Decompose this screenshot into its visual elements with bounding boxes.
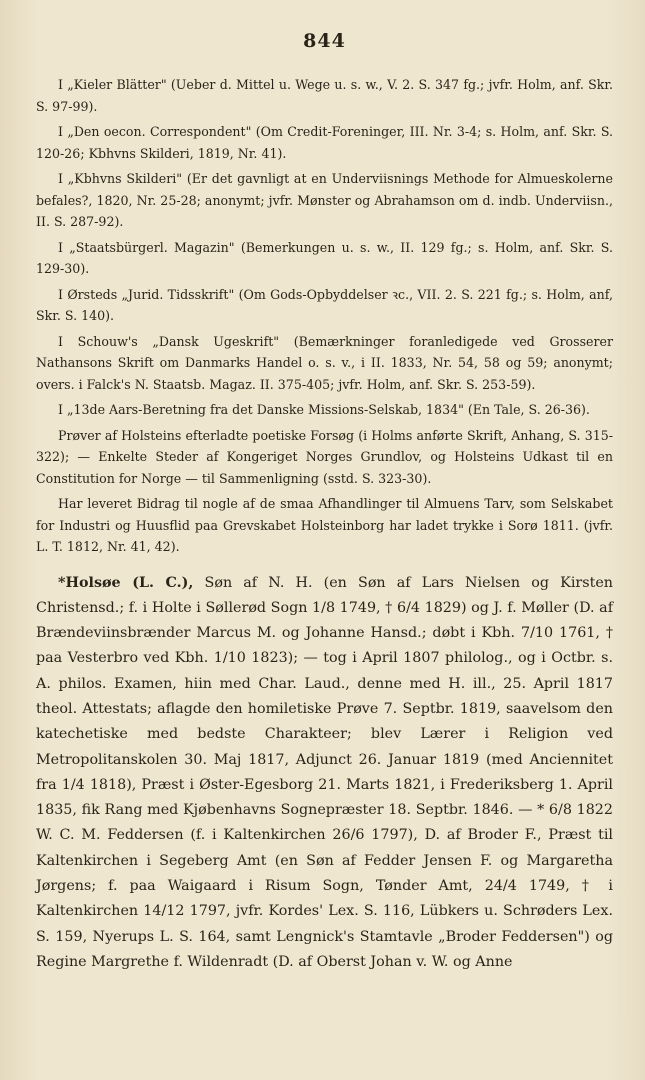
bibliography-entry: I „Staatsbürgerl. Magazin" (Bemerkungen u. s. w., II. 129 fg.; s. Holm, anf. Skr. S. 129-30).	[36, 239, 613, 276]
page-number: 844	[303, 30, 346, 52]
bibliography-entry: Har leveret Bidrag til nogle af de smaa Afhandlinger til Almuens Tarv, som Selskabet for Industri og Huusflid paa Grevskabet Holsteinborg har ladet trykke i Sorø 1811. (jvfr. L. T. 1812, Nr. 41, 42).	[36, 496, 613, 554]
bibliography-entry: I „13de Aars-Beretning fra det Danske Missions-Selskab, 1834" (En Tale, S. 26-36).	[58, 402, 590, 417]
bibliography-entry: I Schouw's „Dansk Ugeskrift" (Bemærkninger foranledigede ved Grosserer Nathansons Skrift om Danmarks Handel o. s. v., i II. 1833, Nr. 54, 58 og 59; anonymt; overs. i Falck's N. Staatsb. Magaz. II. 375-405; jvfr. Holm, anf. Skr. S. 253-59).	[36, 333, 613, 392]
bibliography-entry: I „Kbhvns Skilderi" (Er det gavnligt at en Underviisnings Methode for Almueskolerne befales?, 1820, Nr. 25-28; anonymt; jvfr. Mønster og Abrahamson om d. indb. Underviisn., II. S. 287-92).	[36, 171, 613, 229]
biography-section	[36, 571, 613, 976]
bibliography-entry: I „Kieler Blätter" (Ueber d. Mittel u. Wege u. s. w., V. 2. S. 347 fg.; jvfr. Holm, anf. Skr. S. 97-99).	[36, 77, 613, 114]
bibliography-entry: I „Den oecon. Correspondent" (Om Credit-Foreninger, III. Nr. 3-4; s. Holm, anf. Skr. S. 120-26; Kbhvns Skilderi, 1819, Nr. 41).	[36, 124, 613, 161]
entry-body: Søn af N. H. (en Søn af Lars Nielsen og Kirsten Christensd.; f. i Holte i Søllerød Sogn 1/8 1749, † 6/4 1829) og J. f. Møller (D. af Brændeviinsbrænder Marcus M. og Johanne Hansd.; døbt i Kbh. 7/10 1761, † paa Vesterbro ved Kbh. 1/10 1823); — tog i April 1807 philolog., og i Octbr. s. A. philos. Examen, hiin med Char. Laud., denne med H. ill., 25. April 1817 theol. Attestats; aflagde den homiletiske Prøve 7. Septbr. 1819, saavelsom den katechetiske med bedste Charakteer; blev Lærer i Religion ved Metropolitanskolen 30. Maj 1817, Adjunct 26. Januar 1819 (med Anciennitet fra 1/4 1818), Præst i Øster-Egesborg 21. Marts 1821, i Frederiksberg 1. April 1835, fik Rang med Kjøbenhavns Sognepræster 18. Septbr. 1846. — * 6/8 1822 W. C. M. Feddersen (f. i Kaltenkirchen 26/6 1797), D. af Broder F., Præst til Kaltenkirchen i Segeberg Amt (en Søn af Fedder Jensen F. og Margaretha Jørgens; f. paa Waigaard i Risum Sogn, Tønder Amt, 24/4 1749, † i Kaltenkirchen 14/12 1797, jvfr. Kordes' Lex. S. 116, Lübkers u. Schrøders Lex. S. 159, Nyerups L. S. 164, samt Lengnick's Stamtavle „Broder Feddersen") og Regine Margrethe f. Wildenradt (D. af Oberst Johan v. W. og Anne	[36, 574, 614, 970]
bibliography-entry: I Ørsteds „Jurid. Tidsskrift" (Om Gods-Opbyddelser ꝛc., VII. 2. S. 221 fg.; s. Holm, anf, Skr. S. 140).	[36, 286, 613, 323]
entry-headword: *Holsøe (L. C.),	[58, 574, 194, 591]
bibliography-list	[36, 74, 613, 558]
bibliography-entry: Prøver af Holsteins efterladte poetiske Forsøg (i Holms anførte Skrift, Anhang, S. 315-322); — Enkelte Steder af Kongeriget Norges Grundlov, og Holsteins Udkast til en Constitution for Norge — til Sammenligning (sstd. S. 323-30).	[36, 427, 613, 486]
biography-entry	[36, 571, 613, 976]
